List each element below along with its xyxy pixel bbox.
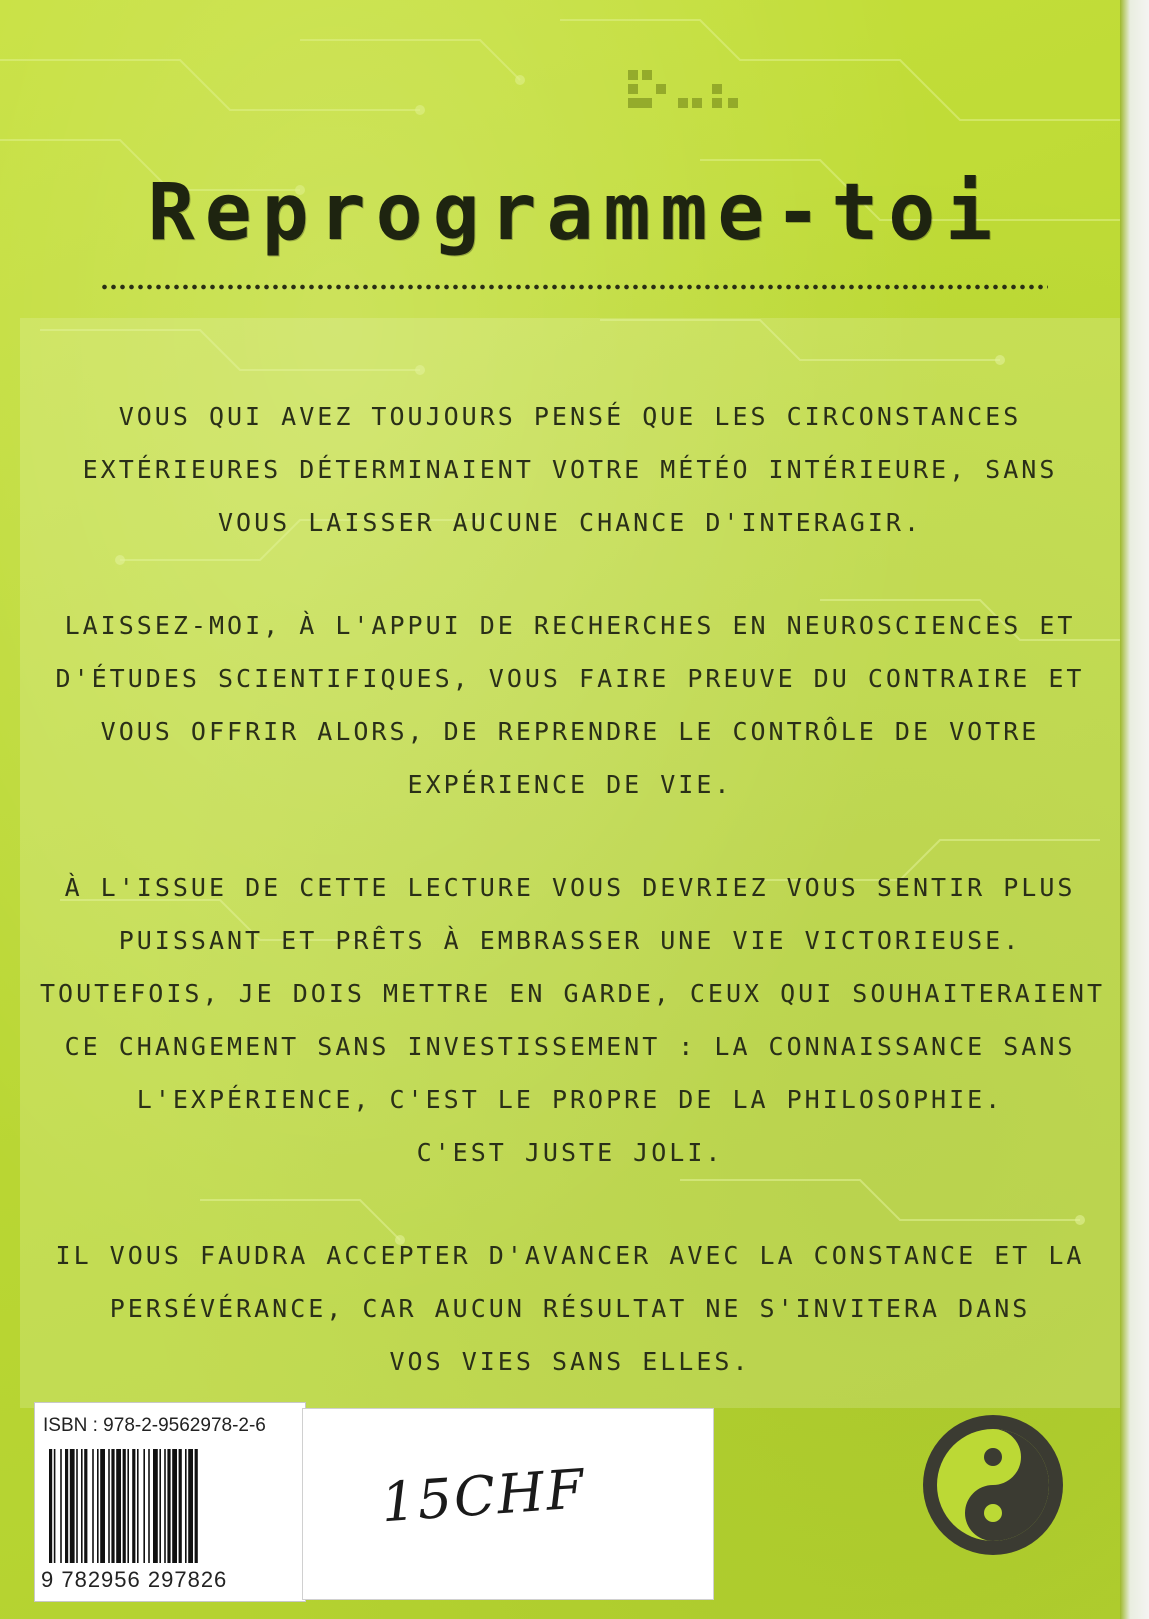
barcode-bar <box>148 1449 150 1563</box>
price-sticker <box>302 1408 714 1600</box>
barcode-bar <box>92 1449 94 1563</box>
blurb-line: EXTÉRIEURES DÉTERMINAIENT VOTRE MÉTÉO INTÉRIEURE, SANS <box>82 455 1058 484</box>
barcode-bar <box>108 1449 110 1563</box>
blurb-paragraph-1 <box>40 390 1100 549</box>
barcode-bar <box>70 1449 75 1563</box>
barcode-bar <box>111 1449 114 1563</box>
blurb-line: C'EST JUSTE JOLI. <box>416 1138 724 1167</box>
barcode-bar <box>132 1449 135 1563</box>
barcode-bar <box>116 1449 121 1563</box>
price-handwritten: 15CHF <box>379 1457 588 1535</box>
barcode-bar <box>179 1449 182 1563</box>
barcode-bar <box>137 1449 139 1563</box>
isbn-label: ISBN : 978-2-9562978-2-6 <box>43 1415 266 1436</box>
blurb-line: À L'ISSUE DE CETTE LECTURE VOUS DEVRIEZ VOUS SENTIR PLUS <box>64 873 1076 902</box>
barcode-digits: 9 782956 297826 <box>41 1567 228 1592</box>
blurb-line: PUISSANT ET PRÊTS À EMBRASSER UNE VIE VICTORIEUSE. <box>118 926 1022 955</box>
blurb-line: D'ÉTUDES SCIENTIFIQUES, VOUS FAIRE PREUVE DU CONTRAIRE ET <box>55 664 1085 693</box>
blurb-line: CE CHANGEMENT SANS INVESTISSEMENT : LA CONNAISSANCE SANS <box>64 1032 1076 1061</box>
barcode-bar <box>167 1449 170 1563</box>
blurb-line: VOUS QUI AVEZ TOUJOURS PENSÉ QUE LES CIRCONSTANCES <box>118 402 1022 431</box>
barcode-bar <box>84 1449 87 1563</box>
barcode-bar <box>127 1449 129 1563</box>
barcode-bar <box>153 1449 158 1563</box>
barcode-bar <box>185 1449 187 1563</box>
barcode-bar <box>81 1449 83 1563</box>
cover-edge <box>1120 0 1149 1619</box>
pixel-decoration <box>628 70 758 120</box>
blurb-line: VOS VIES SANS ELLES. <box>389 1347 751 1376</box>
barcode-bar <box>97 1449 99 1563</box>
barcode-bar <box>54 1449 56 1563</box>
barcode-bar <box>100 1449 105 1563</box>
blurb-line: IL VOUS FAUDRA ACCEPTER D'AVANCER AVEC LA CONSTANCE ET LA <box>55 1241 1085 1270</box>
blurb-paragraph-3 <box>40 861 1106 1179</box>
blurb-line: EXPÉRIENCE DE VIE. <box>407 770 733 799</box>
title-dotted-rule <box>100 284 1048 290</box>
book-title: Reprogramme-toi <box>147 168 1003 258</box>
blurb-line: VOUS OFFRIR ALORS, DE REPRENDRE LE CONTRÔLE DE VOTRE <box>100 717 1040 746</box>
yin-yang-icon <box>918 1410 1068 1560</box>
barcode-bar <box>65 1449 68 1563</box>
barcode-bar <box>172 1449 177 1563</box>
blurb-paragraph-2 <box>40 599 1100 811</box>
barcode-bar <box>195 1449 198 1563</box>
barcode-bar <box>143 1449 145 1563</box>
isbn-sticker <box>34 1402 306 1602</box>
blurb-line: L'EXPÉRIENCE, C'EST LE PROPRE DE LA PHILOSOPHIE. <box>136 1085 1004 1114</box>
barcode-bar <box>188 1449 193 1563</box>
barcode-bar <box>159 1449 161 1563</box>
blurb-paragraph-4 <box>40 1229 1100 1388</box>
blurb-line: PERSÉVÉRANCE, CAR AUCUN RÉSULTAT NE S'INVITERA DANS <box>109 1294 1031 1323</box>
blurb <box>40 390 1106 1388</box>
blurb-line: VOUS LAISSER AUCUNE CHANCE D'INTERAGIR. <box>218 508 922 537</box>
barcode-bar <box>164 1449 166 1563</box>
barcode-bar <box>76 1449 78 1563</box>
barcode-bar <box>49 1449 52 1563</box>
barcode <box>45 1449 295 1563</box>
barcode-bar <box>60 1449 62 1563</box>
barcode-bar <box>123 1449 126 1563</box>
blurb-line: TOUTEFOIS, JE DOIS METTRE EN GARDE, CEUX QUI SOUHAITERAIENT <box>40 979 1106 1008</box>
blurb-line: LAISSEZ-MOI, À L'APPUI DE RECHERCHES EN NEUROSCIENCES ET <box>64 611 1076 640</box>
